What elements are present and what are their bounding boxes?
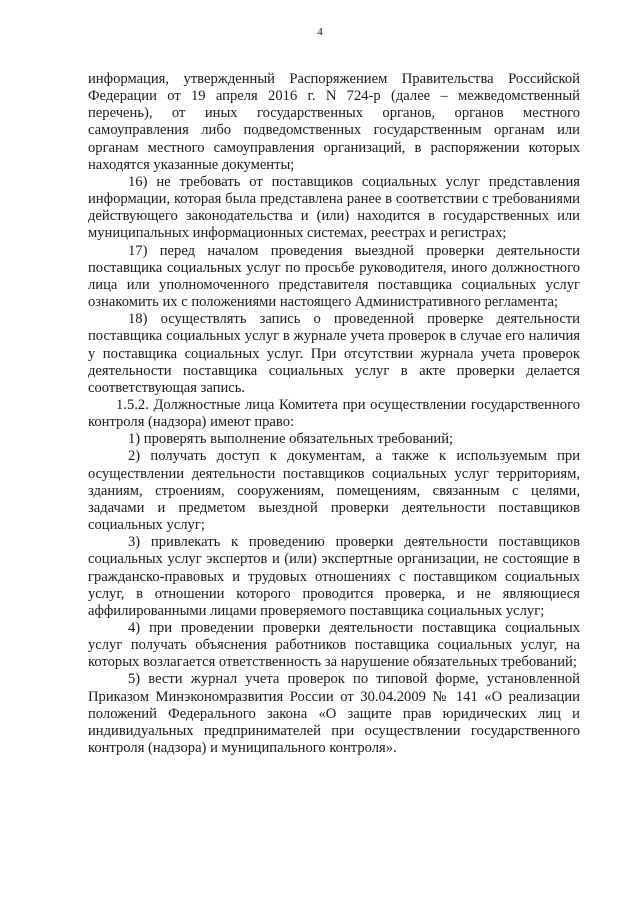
paragraph-item-16: 16) не требовать от поставщиков социальных услуг представления информации, которая была представлена ранее в соответствии с требованиями действующего законодательства и (или) находится в государственных или муниципальных информационных системах, реестрах и регистрах;	[88, 173, 580, 242]
paragraph-right-5: 5) вести журнал учета проверок по типовой форме, установленной Приказом Минэкономразвития России от 30.04.2009 № 141 «О реализации положений Федерального закона «О защите прав юридических лиц и индивидуальных предпринимателей при осуществлении государственного контроля (надзора) и муниципального контроля».	[88, 671, 580, 757]
paragraph-right-1: 1) проверять выполнение обязательных требований;	[128, 431, 454, 448]
page-number: 4	[317, 26, 323, 38]
paragraph-section-1-5-2: 1.5.2. Должностные лица Комитета при осуществлении государственного контроля (надзора) имеют право:	[88, 396, 580, 431]
document-body	[88, 71, 580, 757]
paragraph-right-3: 3) привлекать к проведению проверки деятельности поставщиков социальных услуг экспертов и (или) экспертные организации, не состоящие в гражданско-правовых и трудовых отношениях с поставщиком социальных услуг, в отношении которого проводится проверка, и не являющиеся аффилированными лицами проверяемого поставщика социальных услуг;	[88, 534, 580, 619]
paragraph-item-17: 17) перед началом проведения выездной проверки деятельности поставщика социальных услуг по просьбе руководителя, иного должностного лица или уполномоченного представителя поставщика социальных услуг ознакомить их с положениями настоящего Административного регламента;	[88, 242, 580, 311]
paragraph-right-4: 4) при проведении проверки деятельности поставщика социальных услуг получать объяснения работников поставщика социальных услуг, на которых возлагается ответственность за нарушение обязательных требований;	[88, 620, 580, 671]
paragraph-continuation: информация, утвержденный Распоряжением Правительства Российской Федерации от 19 апреля 2016 г. N 724-р (далее – межведомственный перечень), от иных государственных органов, органов местного самоуправления либо подведомственных государственным органам или органам местного самоуправления организаций, в распоряжении которых находятся указанные документы;	[88, 71, 580, 173]
paragraph-right-2: 2) получать доступ к документам, а также к используемым при осуществлении деятельности поставщиков социальных услуг территориям, зданиям, строениям, сооружениям, помещениям, связанным с целями, задачами и предметом выездной проверки деятельности поставщиков социальных услуг;	[88, 448, 580, 534]
paragraph-item-18: 18) осуществлять запись о проведенной проверке деятельности поставщика социальных услуг в журнале учета проверок в случае его наличия у поставщика социальных услуг. При отсутствии журнала учета проверок деятельности поставщика социальных услуг в акте проверки делается соответствующая запись.	[88, 311, 580, 396]
